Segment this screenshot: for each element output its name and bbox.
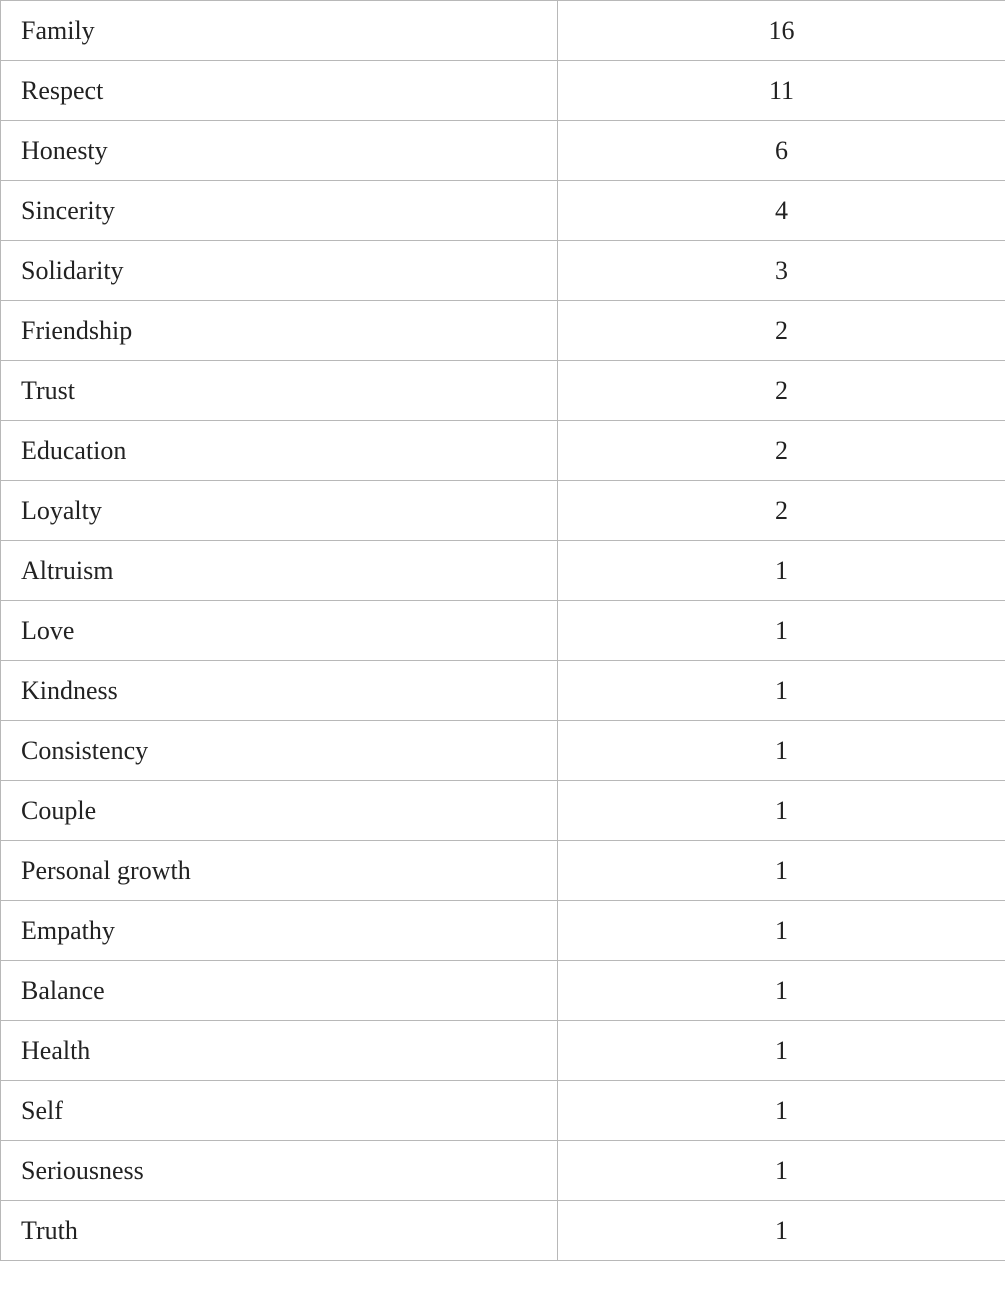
value-count-cell: 2 [558, 361, 1005, 421]
value-label-cell: Education [1, 421, 558, 481]
value-count-cell: 1 [558, 1081, 1005, 1141]
value-label-cell: Empathy [1, 901, 558, 961]
value-count-cell: 1 [558, 1021, 1005, 1081]
value-count-cell: 3 [558, 241, 1005, 301]
value-count-cell: 2 [558, 481, 1005, 541]
value-count-cell: 1 [558, 901, 1005, 961]
value-count-cell: 11 [558, 61, 1005, 121]
value-label-cell: Personal growth [1, 841, 558, 901]
table-row [1, 601, 1005, 661]
value-label-cell: Consistency [1, 721, 558, 781]
value-count-cell: 2 [558, 421, 1005, 481]
value-count-cell: 1 [558, 781, 1005, 841]
table-row [1, 61, 1005, 121]
value-count-cell: 1 [558, 601, 1005, 661]
table-row [1, 181, 1005, 241]
value-label-cell: Altruism [1, 541, 558, 601]
value-count-cell: 1 [558, 661, 1005, 721]
table-row [1, 301, 1005, 361]
value-label-cell: Seriousness [1, 1141, 558, 1201]
table-row [1, 421, 1005, 481]
table-row [1, 361, 1005, 421]
value-count-cell: 1 [558, 1201, 1005, 1261]
value-label-cell: Kindness [1, 661, 558, 721]
value-label-cell: Solidarity [1, 241, 558, 301]
value-label-cell: Trust [1, 361, 558, 421]
table-row [1, 241, 1005, 301]
value-label-cell: Family [1, 1, 558, 61]
value-label-cell: Health [1, 1021, 558, 1081]
table-row [1, 1081, 1005, 1141]
value-count-cell: 1 [558, 541, 1005, 601]
table-row [1, 961, 1005, 1021]
table-row [1, 841, 1005, 901]
table-row [1, 481, 1005, 541]
table-row [1, 901, 1005, 961]
value-count-cell: 16 [558, 1, 1005, 61]
table-row [1, 661, 1005, 721]
table-row [1, 121, 1005, 181]
value-count-cell: 1 [558, 721, 1005, 781]
value-label-cell: Truth [1, 1201, 558, 1261]
table-row [1, 781, 1005, 841]
value-count-cell: 1 [558, 841, 1005, 901]
value-label-cell: Self [1, 1081, 558, 1141]
value-count-cell: 4 [558, 181, 1005, 241]
table-body [1, 1, 1005, 1261]
table-row [1, 1, 1005, 61]
table-row [1, 721, 1005, 781]
value-label-cell: Honesty [1, 121, 558, 181]
value-label-cell: Respect [1, 61, 558, 121]
value-label-cell: Love [1, 601, 558, 661]
value-label-cell: Friendship [1, 301, 558, 361]
value-count-cell: 2 [558, 301, 1005, 361]
table-row [1, 1141, 1005, 1201]
value-count-cell: 1 [558, 961, 1005, 1021]
value-label-cell: Sincerity [1, 181, 558, 241]
table-row [1, 1201, 1005, 1261]
table-row [1, 541, 1005, 601]
value-count-cell: 1 [558, 1141, 1005, 1201]
table-row [1, 1021, 1005, 1081]
value-label-cell: Couple [1, 781, 558, 841]
value-count-cell: 6 [558, 121, 1005, 181]
value-label-cell: Balance [1, 961, 558, 1021]
value-label-cell: Loyalty [1, 481, 558, 541]
